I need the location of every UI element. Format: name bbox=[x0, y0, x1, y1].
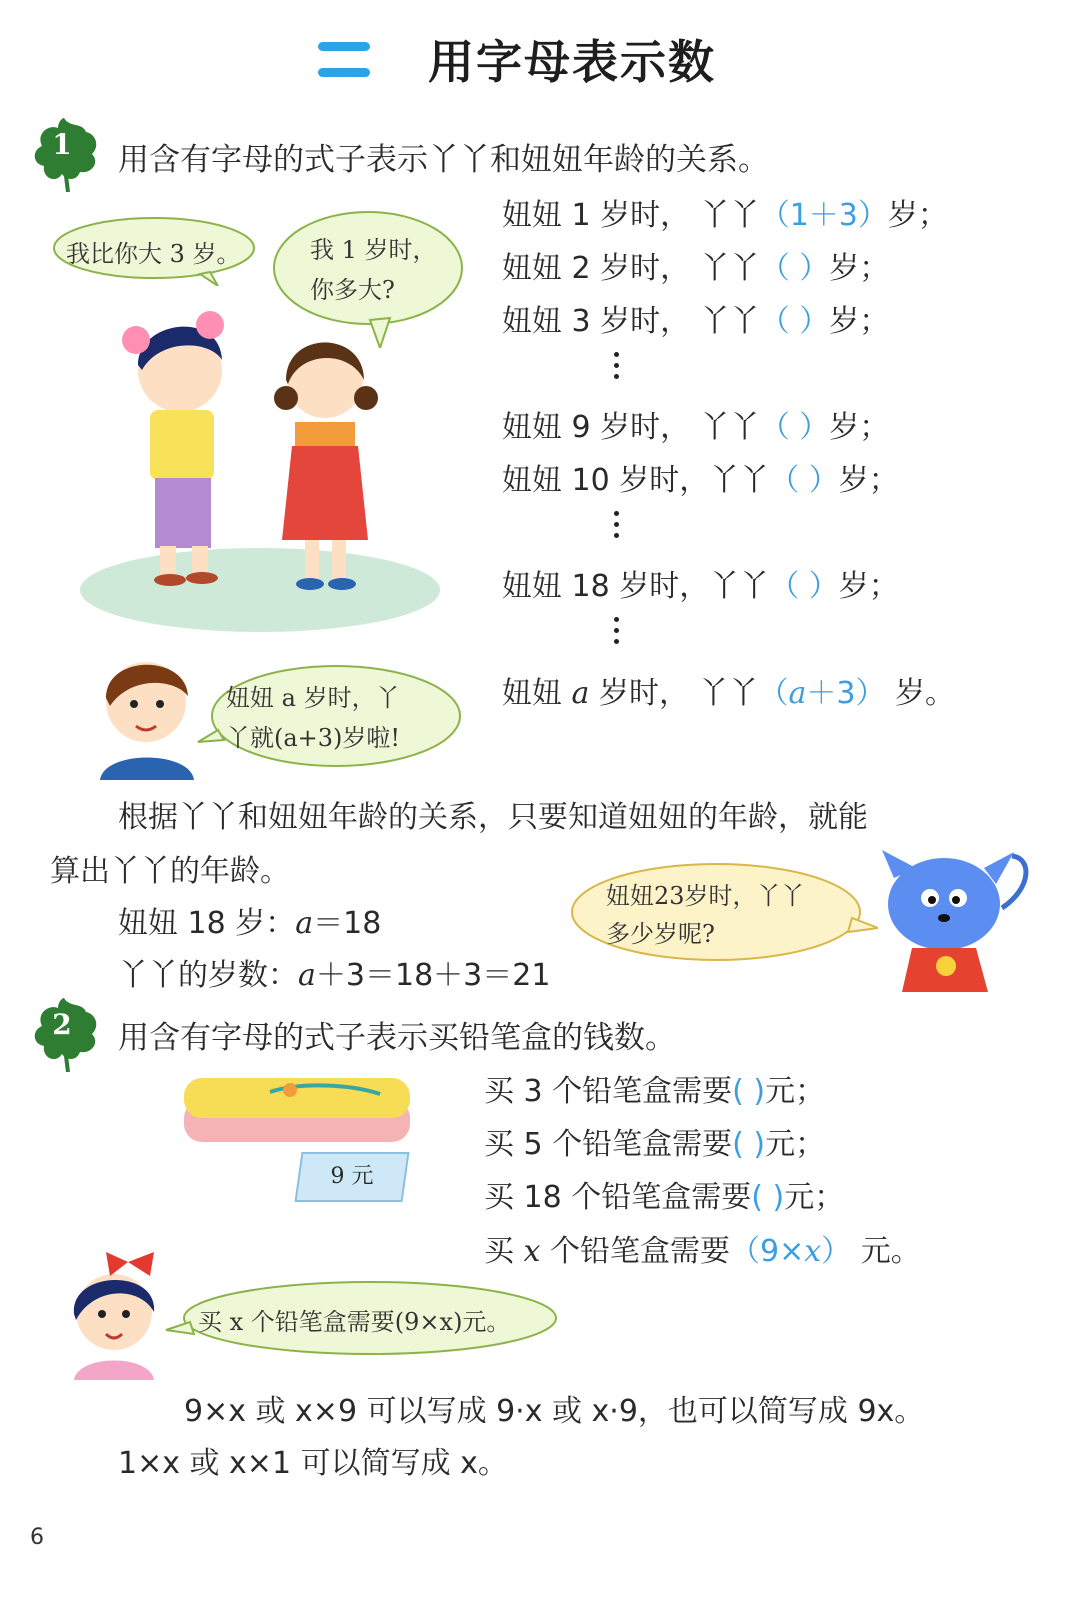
price-row-5-prefix: 买 5 个铅笔盒需要 bbox=[484, 1127, 733, 1162]
age-row-a-value-var: a bbox=[788, 676, 807, 711]
equation-2-var: a bbox=[298, 958, 316, 993]
boy-icon bbox=[90, 646, 200, 780]
age-row-3 bbox=[502, 296, 889, 340]
bubble-girl-bow bbox=[164, 1276, 560, 1360]
age-row-a bbox=[502, 668, 955, 712]
price-row-5-suffix: 元； bbox=[765, 1127, 826, 1162]
bubble-boy bbox=[196, 660, 464, 772]
age-row-1-prefix: 妞妞 1 岁时， 丫丫 bbox=[502, 198, 760, 233]
age-row-1-value: （1＋3） bbox=[759, 198, 888, 233]
price-row-18-suffix: 元； bbox=[784, 1180, 845, 1215]
example-1-badge bbox=[30, 114, 102, 188]
age-row-2 bbox=[502, 243, 889, 287]
age-row-1 bbox=[502, 190, 948, 234]
example-1-heading: 用含有字母的式子表示丫丫和妞妞年龄的关系。 bbox=[118, 142, 769, 178]
price-row-x-open: （9× bbox=[730, 1234, 805, 1269]
age-row-2-blank[interactable]: （ ） bbox=[759, 251, 830, 286]
bubble-girl-right-line1: 我 1 岁时， bbox=[310, 236, 437, 264]
pencil-box-icon bbox=[180, 1070, 420, 1150]
bubble-girl-left bbox=[50, 212, 262, 286]
bubble-girl-right-line2: 你多大? bbox=[310, 276, 395, 304]
ellipsis-2 bbox=[614, 511, 620, 544]
boy-illustration bbox=[90, 646, 200, 780]
paragraph-line-1: 根据丫丫和妞妞年龄的关系，只要知道妞妞的年龄，就能 bbox=[118, 800, 868, 835]
price-row-3-prefix: 买 3 个铅笔盒需要 bbox=[484, 1074, 733, 1109]
pencil-box-illustration bbox=[180, 1070, 420, 1210]
bubble-girl-left-text: 我比你大 3 岁。 bbox=[66, 240, 241, 268]
cat-icon bbox=[872, 848, 1032, 994]
age-row-18 bbox=[502, 561, 899, 605]
cat-illustration bbox=[872, 848, 1032, 994]
age-row-3-prefix: 妞妞 3 岁时， 丫丫 bbox=[502, 304, 760, 339]
note-line-2: 1×x 或 x×1 可以简写成 x。 bbox=[118, 1446, 508, 1481]
price-row-x-suffix: 元。 bbox=[860, 1234, 921, 1269]
price-row-x-pre: 买 bbox=[484, 1234, 514, 1269]
age-row-9-suffix: 岁； bbox=[829, 410, 890, 445]
age-row-a-suffix: 岁。 bbox=[895, 676, 956, 711]
bubble-cat-line1: 妞妞23岁时，丫丫 bbox=[606, 882, 805, 910]
price-row-5 bbox=[484, 1119, 825, 1163]
example-2-heading: 用含有字母的式子表示买铅笔盒的钱数。 bbox=[118, 1020, 676, 1056]
age-row-10-prefix: 妞妞 10 岁时，丫丫 bbox=[502, 463, 770, 498]
girl-bow-illustration bbox=[58, 1250, 168, 1380]
equation-1-rest: ＝18 bbox=[313, 906, 382, 941]
girl-bow-icon bbox=[58, 1250, 168, 1380]
note-line-1: 9×x 或 x×9 可以写成 9·x 或 x·9，也可以简写成 9x。 bbox=[184, 1394, 925, 1429]
ellipsis-3 bbox=[614, 617, 620, 650]
price-row-x-mid: 个铅笔盒需要 bbox=[550, 1234, 731, 1269]
chapter-number-bar-bottom bbox=[318, 68, 370, 77]
price-row-x-close: ） bbox=[821, 1234, 852, 1269]
bubble-girl-right bbox=[270, 208, 470, 348]
age-row-a-open: （ bbox=[758, 676, 789, 711]
chapter-number bbox=[318, 38, 370, 82]
age-row-18-blank[interactable]: （ ） bbox=[769, 569, 839, 604]
page-number: 6 bbox=[30, 1525, 44, 1550]
equation-2-pre: 丫丫的岁数： bbox=[118, 958, 298, 993]
bubble-cat-line2: 多少岁呢? bbox=[606, 920, 715, 948]
age-row-a-mid: 岁时， 丫丫 bbox=[598, 676, 759, 711]
price-row-18-blank[interactable]: ( ) bbox=[751, 1180, 785, 1215]
age-row-2-suffix: 岁； bbox=[829, 251, 890, 286]
age-row-2-prefix: 妞妞 2 岁时， 丫丫 bbox=[502, 251, 760, 286]
age-row-3-blank[interactable]: （ ） bbox=[759, 304, 830, 339]
age-row-a-var: a bbox=[571, 676, 590, 711]
chapter-number-bar-top bbox=[318, 42, 370, 51]
price-row-3-blank[interactable]: ( ) bbox=[732, 1074, 766, 1109]
price-row-18 bbox=[484, 1172, 844, 1216]
age-row-3-suffix: 岁； bbox=[829, 304, 890, 339]
equation-2 bbox=[118, 950, 550, 994]
price-row-18-prefix: 买 18 个铅笔盒需要 bbox=[484, 1180, 752, 1215]
price-row-5-blank[interactable]: ( ) bbox=[732, 1127, 766, 1162]
bubble-boy-line1: 妞妞 a 岁时，丫 bbox=[226, 684, 400, 712]
bubble-girl-bow-text: 买 x 个铅笔盒需要(9×x)元。 bbox=[198, 1308, 511, 1336]
age-row-10-blank[interactable]: （ ） bbox=[769, 463, 839, 498]
ellipsis-1 bbox=[614, 352, 620, 385]
equation-1-var: a bbox=[295, 906, 314, 941]
price-tag-text: 9 元 bbox=[330, 1164, 374, 1189]
age-row-10 bbox=[502, 455, 899, 499]
price-row-3 bbox=[484, 1066, 825, 1110]
bubble-cat bbox=[566, 858, 878, 970]
price-row-x-value-var: x bbox=[804, 1234, 822, 1269]
paragraph-line-2: 算出丫丫的年龄。 bbox=[50, 854, 290, 889]
chapter-title: 用字母表示数 bbox=[428, 35, 716, 89]
age-row-9 bbox=[502, 402, 889, 446]
example-2-number: 2 bbox=[52, 1008, 72, 1041]
age-row-a-value-rest: ＋3） bbox=[806, 676, 886, 711]
age-row-10-suffix: 岁； bbox=[838, 463, 899, 498]
price-row-x bbox=[484, 1226, 921, 1270]
example-1-number: 1 bbox=[52, 128, 72, 161]
price-row-x-var: x bbox=[523, 1234, 541, 1269]
equation-1-pre: 妞妞 18 岁： bbox=[118, 906, 296, 941]
price-tag bbox=[294, 1152, 409, 1202]
equation-2-rest: ＋3＝18＋3＝21 bbox=[315, 958, 551, 993]
age-row-18-suffix: 岁； bbox=[838, 569, 899, 604]
age-row-a-pre: 妞妞 bbox=[502, 676, 562, 711]
bubble-boy-line2: 丫就(a+3)岁啦! bbox=[226, 724, 401, 752]
age-row-9-blank[interactable]: （ ） bbox=[759, 410, 830, 445]
age-row-18-prefix: 妞妞 18 岁时，丫丫 bbox=[502, 569, 770, 604]
equation-1 bbox=[118, 898, 381, 942]
example-2-badge bbox=[30, 994, 102, 1068]
price-row-3-suffix: 元； bbox=[765, 1074, 826, 1109]
age-row-9-prefix: 妞妞 9 岁时， 丫丫 bbox=[502, 410, 760, 445]
age-row-1-suffix: 岁； bbox=[887, 198, 948, 233]
